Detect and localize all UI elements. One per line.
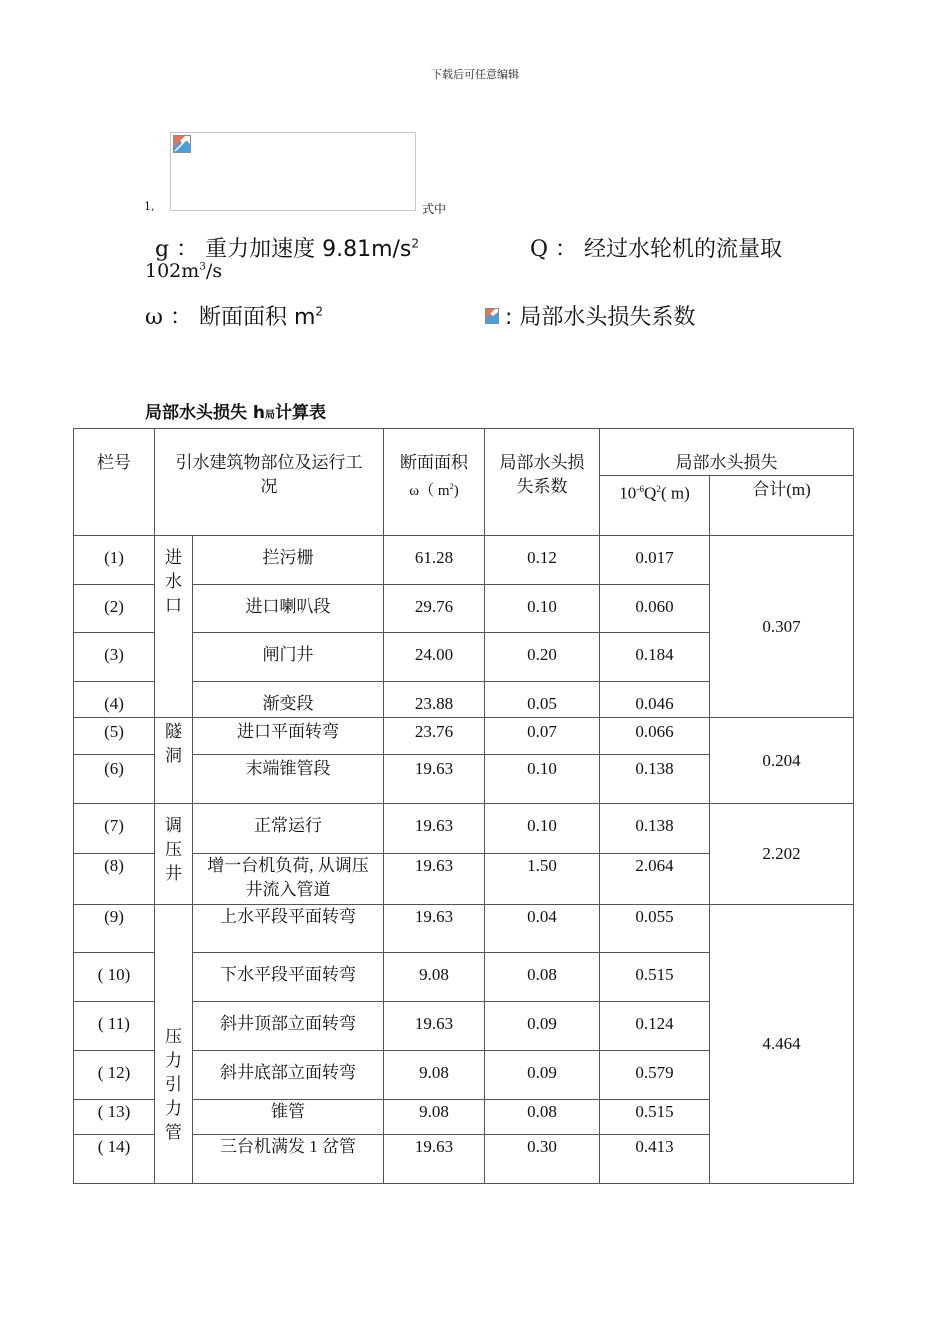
table-row: (2) 进口喇叭段 29.76 0.10 0.060 [74,585,854,633]
header-total: 合计(m) [710,476,854,536]
group-label: 隧洞 [155,718,193,804]
table-row: (7) 调压井 正常运行 19.63 0.10 0.138 2.202 [74,804,854,854]
formula-suffix: 式中 [422,202,447,216]
table-row: (5) 隧洞 进口平面转弯 23.76 0.07 0.066 0.204 [74,718,854,755]
head-loss-table [73,428,854,1184]
group-label: 压力引力管 [155,905,193,1184]
header-note: 下载后可任意编辑 [431,68,519,81]
group-total: 2.202 [710,804,854,905]
table-header-row [74,429,854,476]
header-col-no: 栏号 [74,429,155,536]
table-row: (6) 末端锥管段 19.63 0.10 0.138 [74,755,854,804]
header-part: 引水建筑物部位及运行工况 [155,429,384,536]
header-area: 断面面积 ω（ $m^2$) [384,429,485,536]
def-coefficient: : 局部水头损失系数 [485,300,695,331]
def-line-3 [145,294,845,328]
def-flow-value: $102m^3/s$ [145,260,223,282]
group-total: 0.204 [710,718,854,804]
table-row: (8) 增一台机负荷, 从调压井流入管道 19.63 1.50 2.064 [74,854,854,905]
def-flow: Q ： 经过水轮机的流量取 [530,237,783,262]
definitions [145,226,845,328]
def-area: ω ： 断面面积 $m^2$ [145,304,324,330]
header-coefficient: 局部水头损失系数 [485,429,600,536]
group-total: 4.464 [710,905,854,1184]
table-row: ( 11) 斜井顶部立面转弯 19.63 0.09 0.124 [74,1002,854,1051]
table-title: 局部水头损失 h局计算表 [145,403,327,423]
formula-row [144,132,464,216]
def-gravity: g ： 重力加速度 $9.81m/s^2$ [155,236,420,262]
table-row: ( 13) 锥管 9.08 0.08 0.515 [74,1100,854,1135]
formula-image-placeholder [170,132,416,211]
group-total: 0.307 [710,536,854,718]
header-q: $10^{-6}Q^2$( m) [600,476,710,536]
table-row: (9) 压力引力管 上水平段平面转弯 19.63 0.04 0.055 4.464 [74,905,854,953]
def-line-1 [145,226,845,260]
table-row: (3) 闸门井 24.00 0.20 0.184 [74,633,854,682]
table-row: ( 10) 下水平段平面转弯 9.08 0.08 0.515 [74,953,854,1002]
group-label: 调压井 [155,804,193,905]
formula-prefix: 1, [144,200,155,213]
table-row: ( 14) 三台机满发 1 岔管 19.63 0.30 0.413 [74,1135,854,1184]
broken-image-icon [173,135,191,153]
header-head-loss: 局部水头损失 [600,429,854,476]
def-line-2 [145,260,845,294]
table-row: (1) 进水口 拦污栅 61.28 0.12 0.017 0.307 [74,536,854,585]
group-label: 进水口 [155,536,193,718]
broken-image-icon [485,308,499,324]
table-row: ( 12) 斜井底部立面转弯 9.08 0.09 0.579 [74,1051,854,1100]
table-row: (4) 渐变段 23.88 0.05 0.046 [74,682,854,718]
